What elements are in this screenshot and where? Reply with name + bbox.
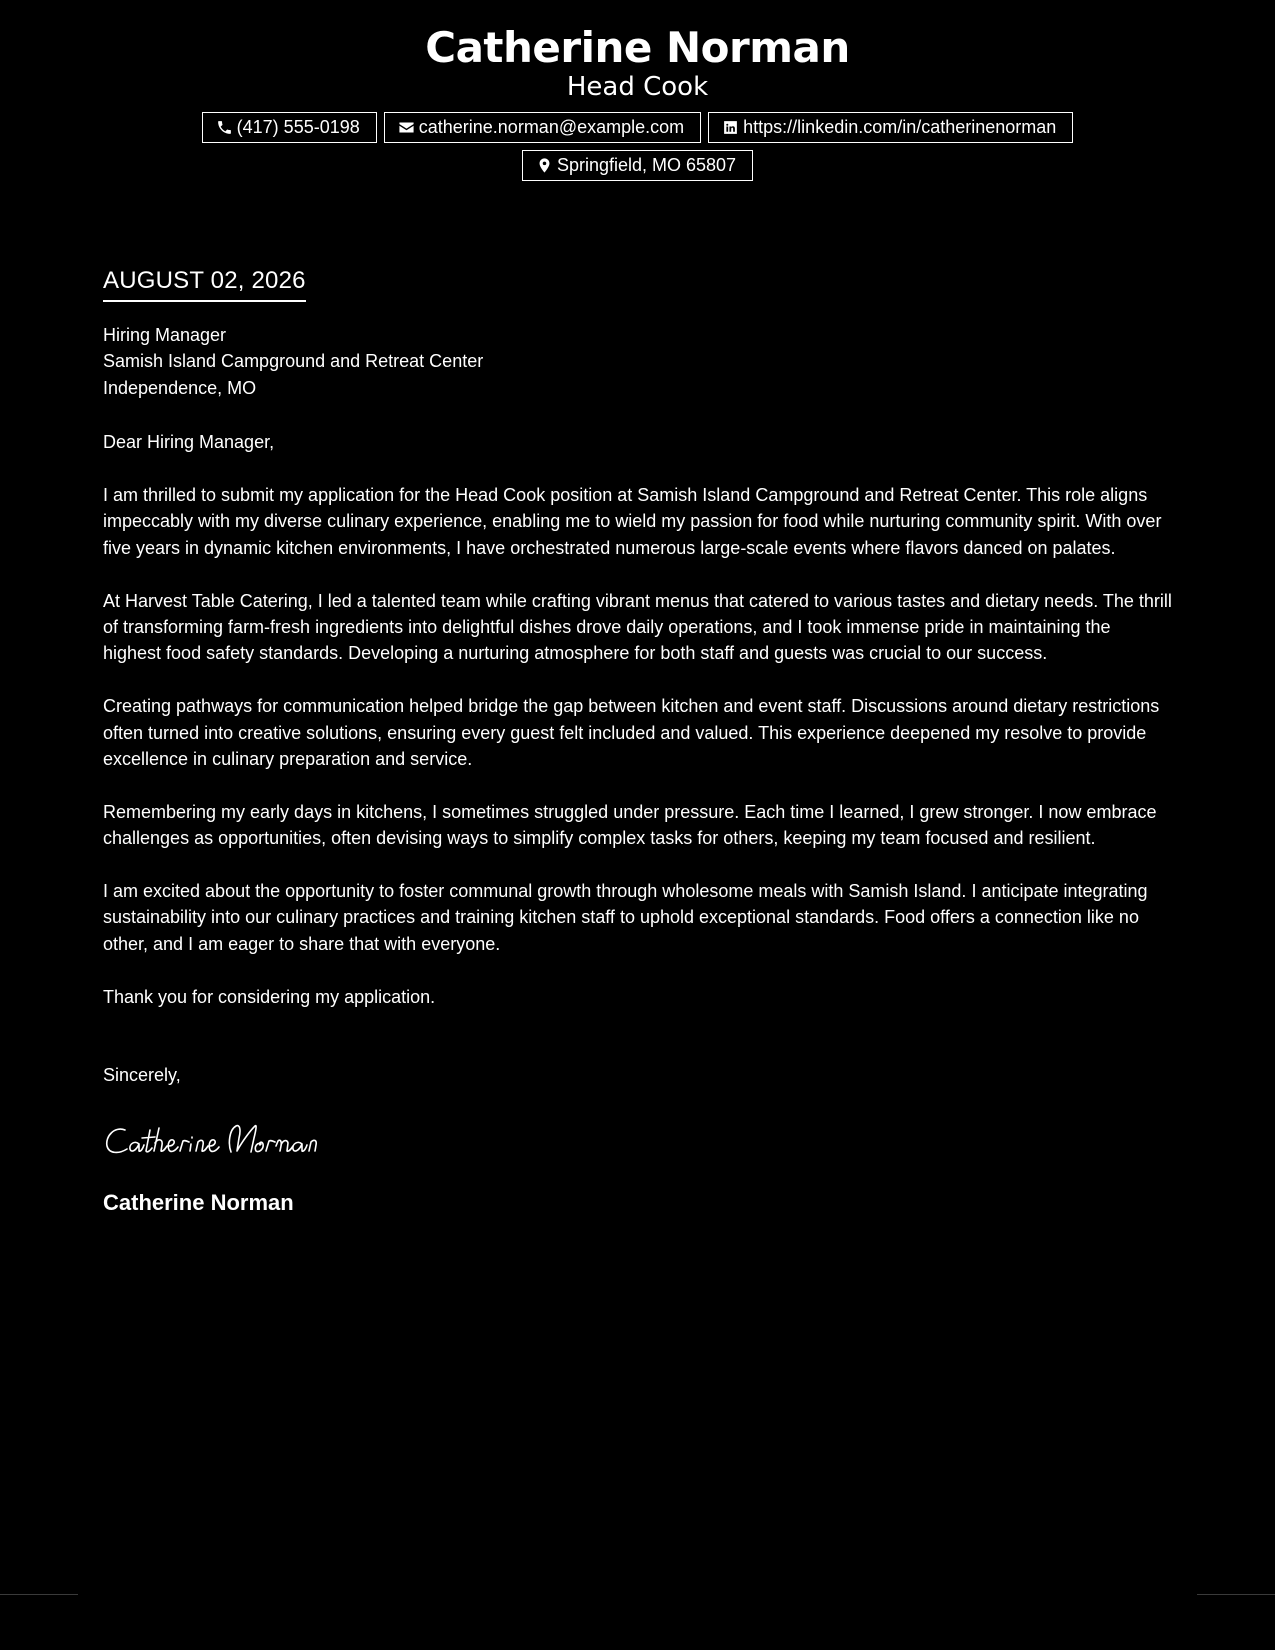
contact-linkedin[interactable]: [708, 112, 1073, 143]
recipient-line: Hiring Manager: [103, 325, 227, 345]
closing: Sincerely,: [103, 1065, 181, 1086]
signature-image: [103, 1118, 363, 1164]
body-paragraph: At Harvest Table Catering, I led a talented team while crafting vibrant menus that catered to various tastes and dietary needs. The thrill of transforming farm-fresh ingredients into delightful dishes drove daily operations, and I took immense pride in maintaining the highest food safety standards. Developing a nurturing atmosphere for both staff and guests was crucial to our success.: [103, 590, 1172, 664]
body-paragraph: I am thrilled to submit my application for the Head Cook position at Samish Island Campground and Retreat Center. This role aligns impeccably with my diverse culinary experience, enabling me to wield my passion for food while nurturing community spirit. With over five years in dynamic kitchen environments, I have orchestrated numerous large-scale events where flavors danced on palates.: [103, 485, 1162, 558]
letter-body: [103, 264, 1173, 1218]
phone-icon: [216, 119, 233, 136]
map-pin-icon: [536, 157, 553, 174]
envelope-icon: [398, 119, 415, 136]
signer-name: Catherine Norman: [103, 1190, 294, 1216]
body-paragraph: I am excited about the opportunity to foster communal growth through wholesome meals with Samish Island. I anticipate integrating sustainability into our culinary practices and training kitchen staff to uphold exceptional standards. Food offers a connection like no other, and I am eager to share that with everyone.: [103, 881, 1148, 954]
body-paragraph: Creating pathways for communication helped bridge the gap between kitchen and event staff. Discussions around dietary restrictions often turned into creative solutions, ensuring every guest felt included and valued. This experience deepened my resolve to provide excellence in culinary preparation and service.: [103, 696, 1160, 770]
linkedin-icon: [722, 119, 739, 136]
letter-header: [0, 22, 1275, 181]
contact-email[interactable]: [384, 112, 701, 143]
email-text: catherine.norman@example.com: [418, 117, 685, 137]
location-text: Springfield, MO 65807: [556, 155, 737, 175]
recipient-line: Samish Island Campground and Retreat Center: [103, 351, 484, 372]
body-paragraph: Remembering my early days in kitchens, I sometimes struggled under pressure. Each time I learned, I grew stronger. I now embrace challenges as opportunities, often devising ways to simplify complex tasks for others, keeping my team focused and resilient.: [103, 801, 1157, 849]
footer-divider-right: [1197, 1594, 1275, 1595]
linkedin-text: https://linkedin.com/in/catherinenorman: [743, 117, 1057, 137]
phone-text: (417) 555-0198: [236, 117, 360, 137]
thanks-line: Thank you for considering my application.: [103, 986, 436, 1007]
applicant-name: Catherine Norman: [425, 23, 850, 72]
salutation: Dear Hiring Manager,: [103, 432, 275, 453]
contact-location[interactable]: [522, 150, 753, 181]
recipient-block: [103, 322, 1173, 401]
handwritten-signature: [103, 1118, 363, 1164]
contact-phone[interactable]: [202, 112, 377, 143]
job-title: Head Cook: [566, 72, 709, 102]
letter-date: AUGUST 02, 2026: [103, 264, 306, 302]
contact-bar: [158, 112, 1118, 181]
footer-divider-left: [0, 1594, 78, 1595]
recipient-line: Independence, MO: [103, 377, 257, 398]
